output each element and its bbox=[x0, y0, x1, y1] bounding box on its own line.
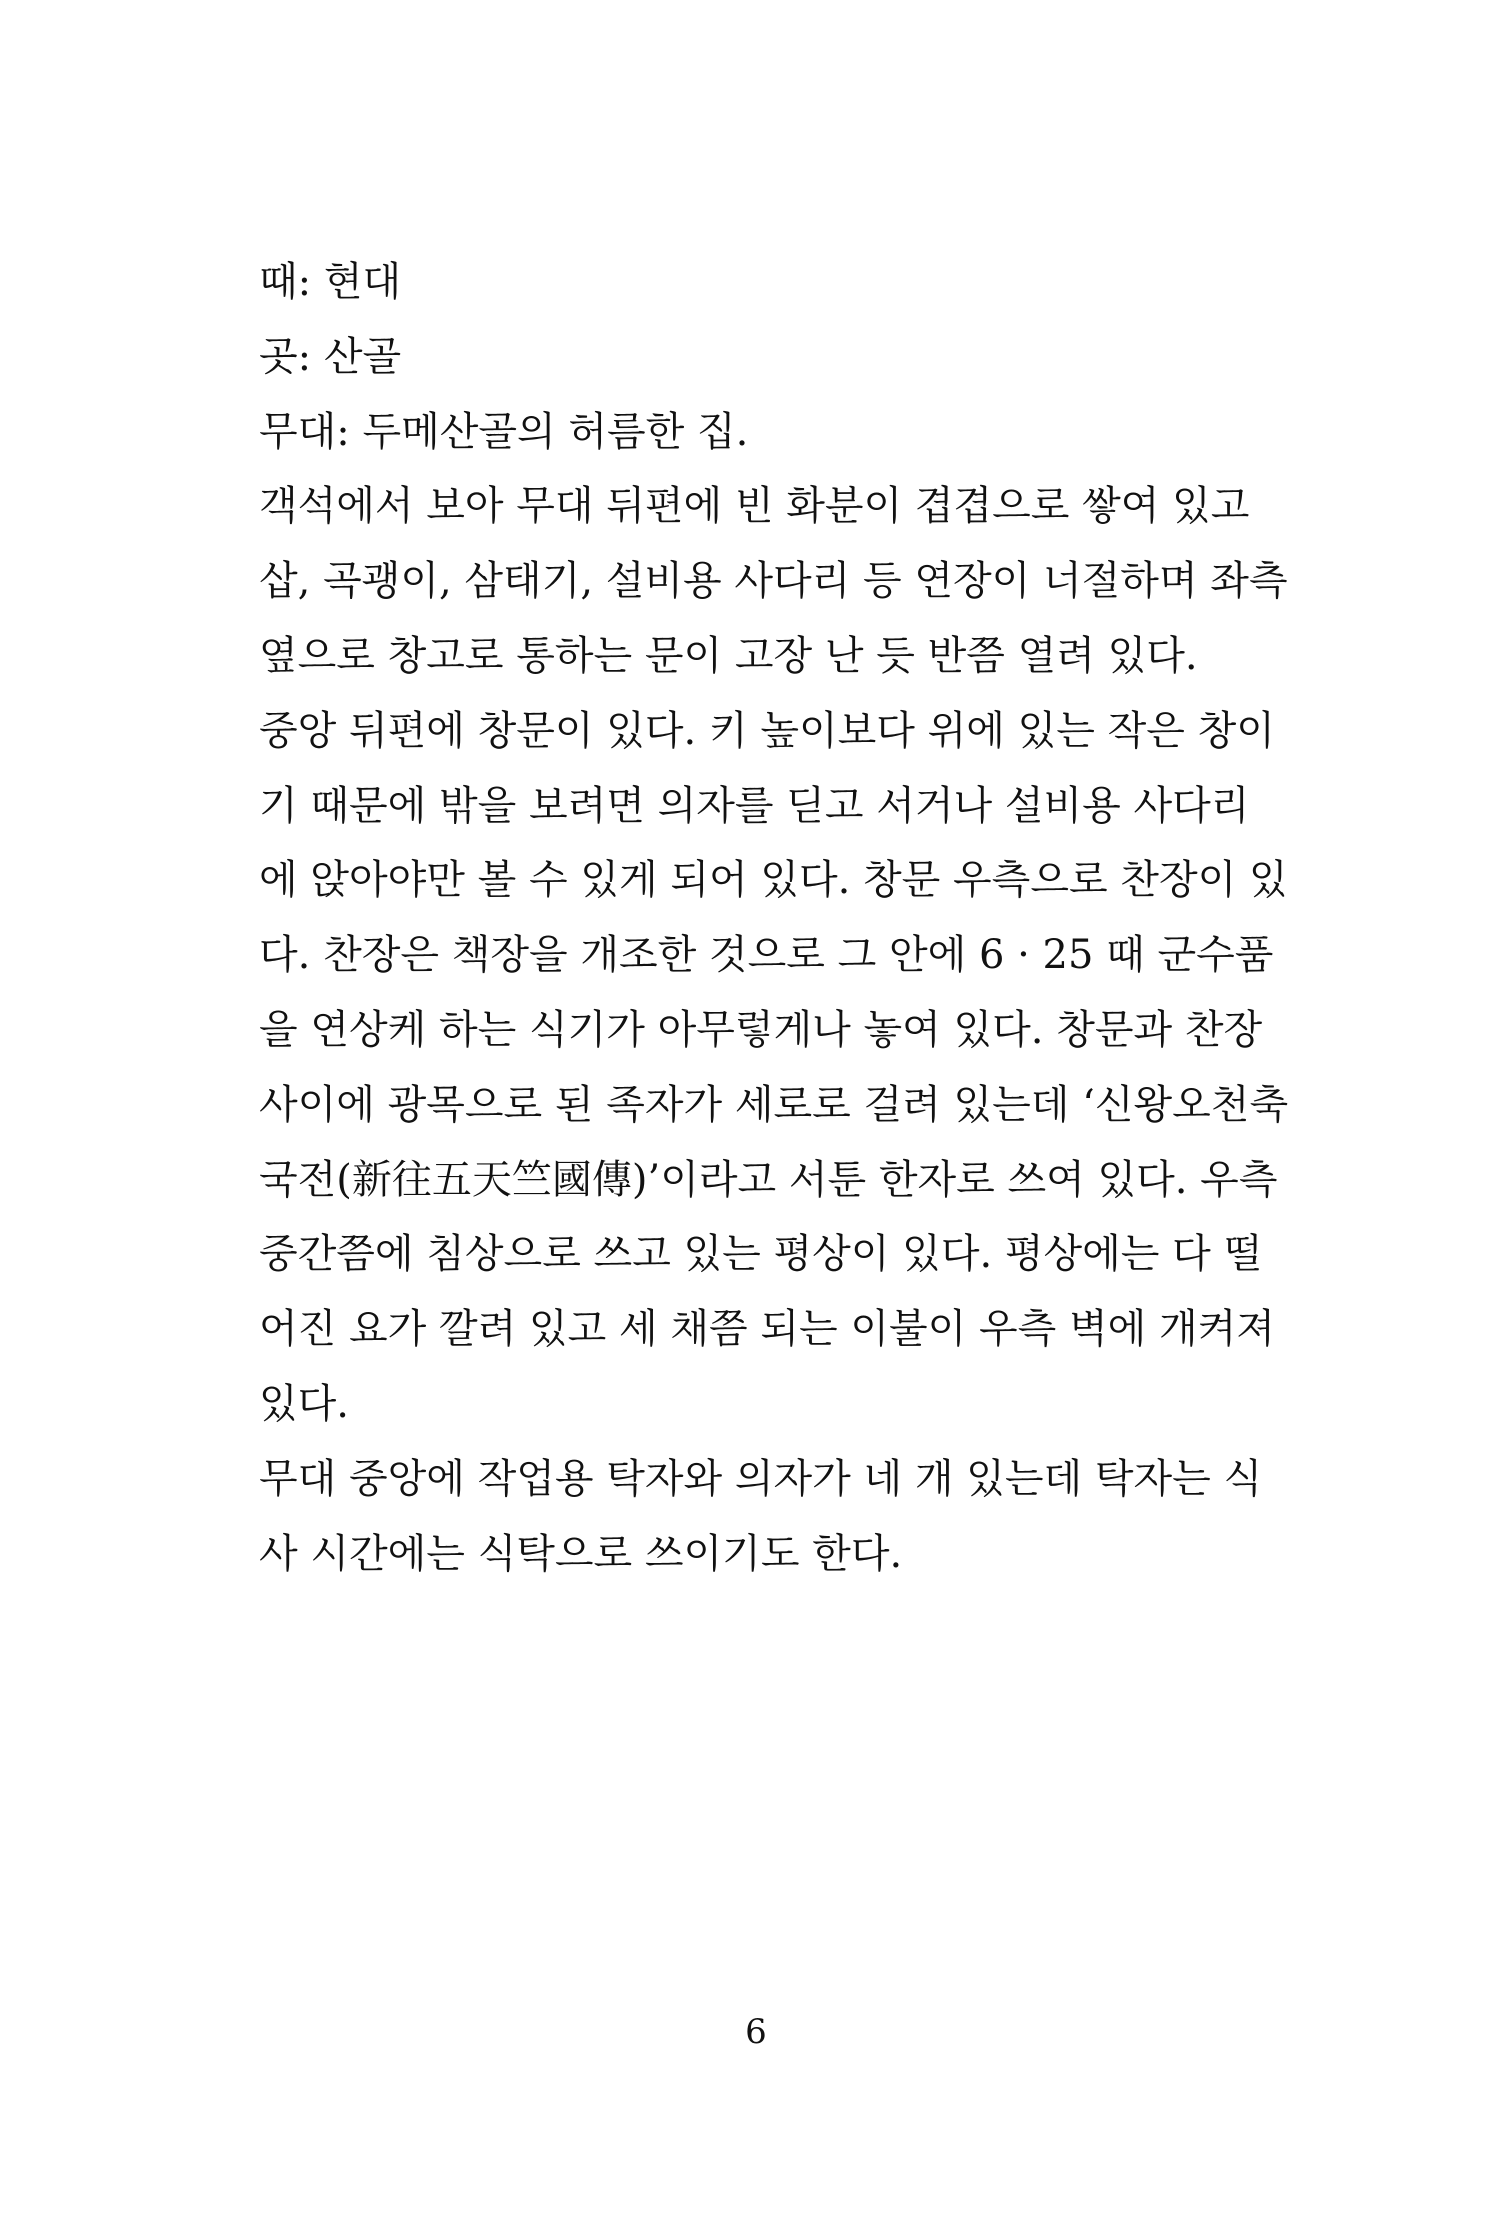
text-line: 다. 찬장은 책장을 개조한 것으로 그 안에 6 · 25 때 군수품 bbox=[259, 932, 1274, 979]
text-line: 삽, 곡괭이, 삼태기, 설비용 사다리 등 연장이 너절하며 좌측 bbox=[259, 558, 1288, 605]
text-line: 객석에서 보아 무대 뒤편에 빈 화분이 겹겹으로 쌓여 있고 bbox=[259, 483, 1250, 530]
text-line: 사이에 광목으로 된 족자가 세로로 걸려 있는데 ‘신왕오천축 bbox=[259, 1081, 1289, 1128]
text-line: 중간쯤에 침상으로 쓰고 있는 평상이 있다. 평상에는 다 떨 bbox=[259, 1231, 1263, 1278]
text-line: 옆으로 창고로 통하는 문이 고장 난 듯 반쯤 열려 있다. bbox=[259, 632, 1198, 679]
text-line: 무대: 두메산골의 허름한 집. bbox=[259, 408, 749, 455]
text-line: 중앙 뒤편에 창문이 있다. 키 높이보다 위에 있는 작은 창이 bbox=[259, 707, 1275, 754]
text-line: 사 시간에는 식탁으로 쓰이기도 한다. bbox=[259, 1530, 903, 1577]
text-line: 기 때문에 밖을 보려면 의자를 딛고 서거나 설비용 사다리 bbox=[259, 782, 1250, 829]
text-line: 곳: 산골 bbox=[259, 333, 402, 380]
text-line: 때: 현대 bbox=[259, 259, 402, 305]
page-number: 6 bbox=[745, 2012, 767, 2052]
text-line: 어진 요가 깔려 있고 세 채쯤 되는 이불이 우측 벽에 개켜져 bbox=[259, 1306, 1275, 1353]
text-line: 국전(新往五天竺國傳)’이라고 서툰 한자로 쓰여 있다. 우측 bbox=[259, 1156, 1278, 1203]
text-line: 에 앉아야만 볼 수 있게 되어 있다. 창문 우측으로 찬장이 있 bbox=[259, 857, 1288, 904]
text-line: 있다. bbox=[259, 1380, 349, 1427]
text-line: 무대 중앙에 작업용 탁자와 의자가 네 개 있는데 탁자는 식 bbox=[259, 1455, 1263, 1502]
text-line: 을 연상케 하는 식기가 아무렇게나 놓여 있다. 창문과 찬장 bbox=[259, 1006, 1263, 1053]
stage-directions bbox=[259, 254, 1289, 1600]
